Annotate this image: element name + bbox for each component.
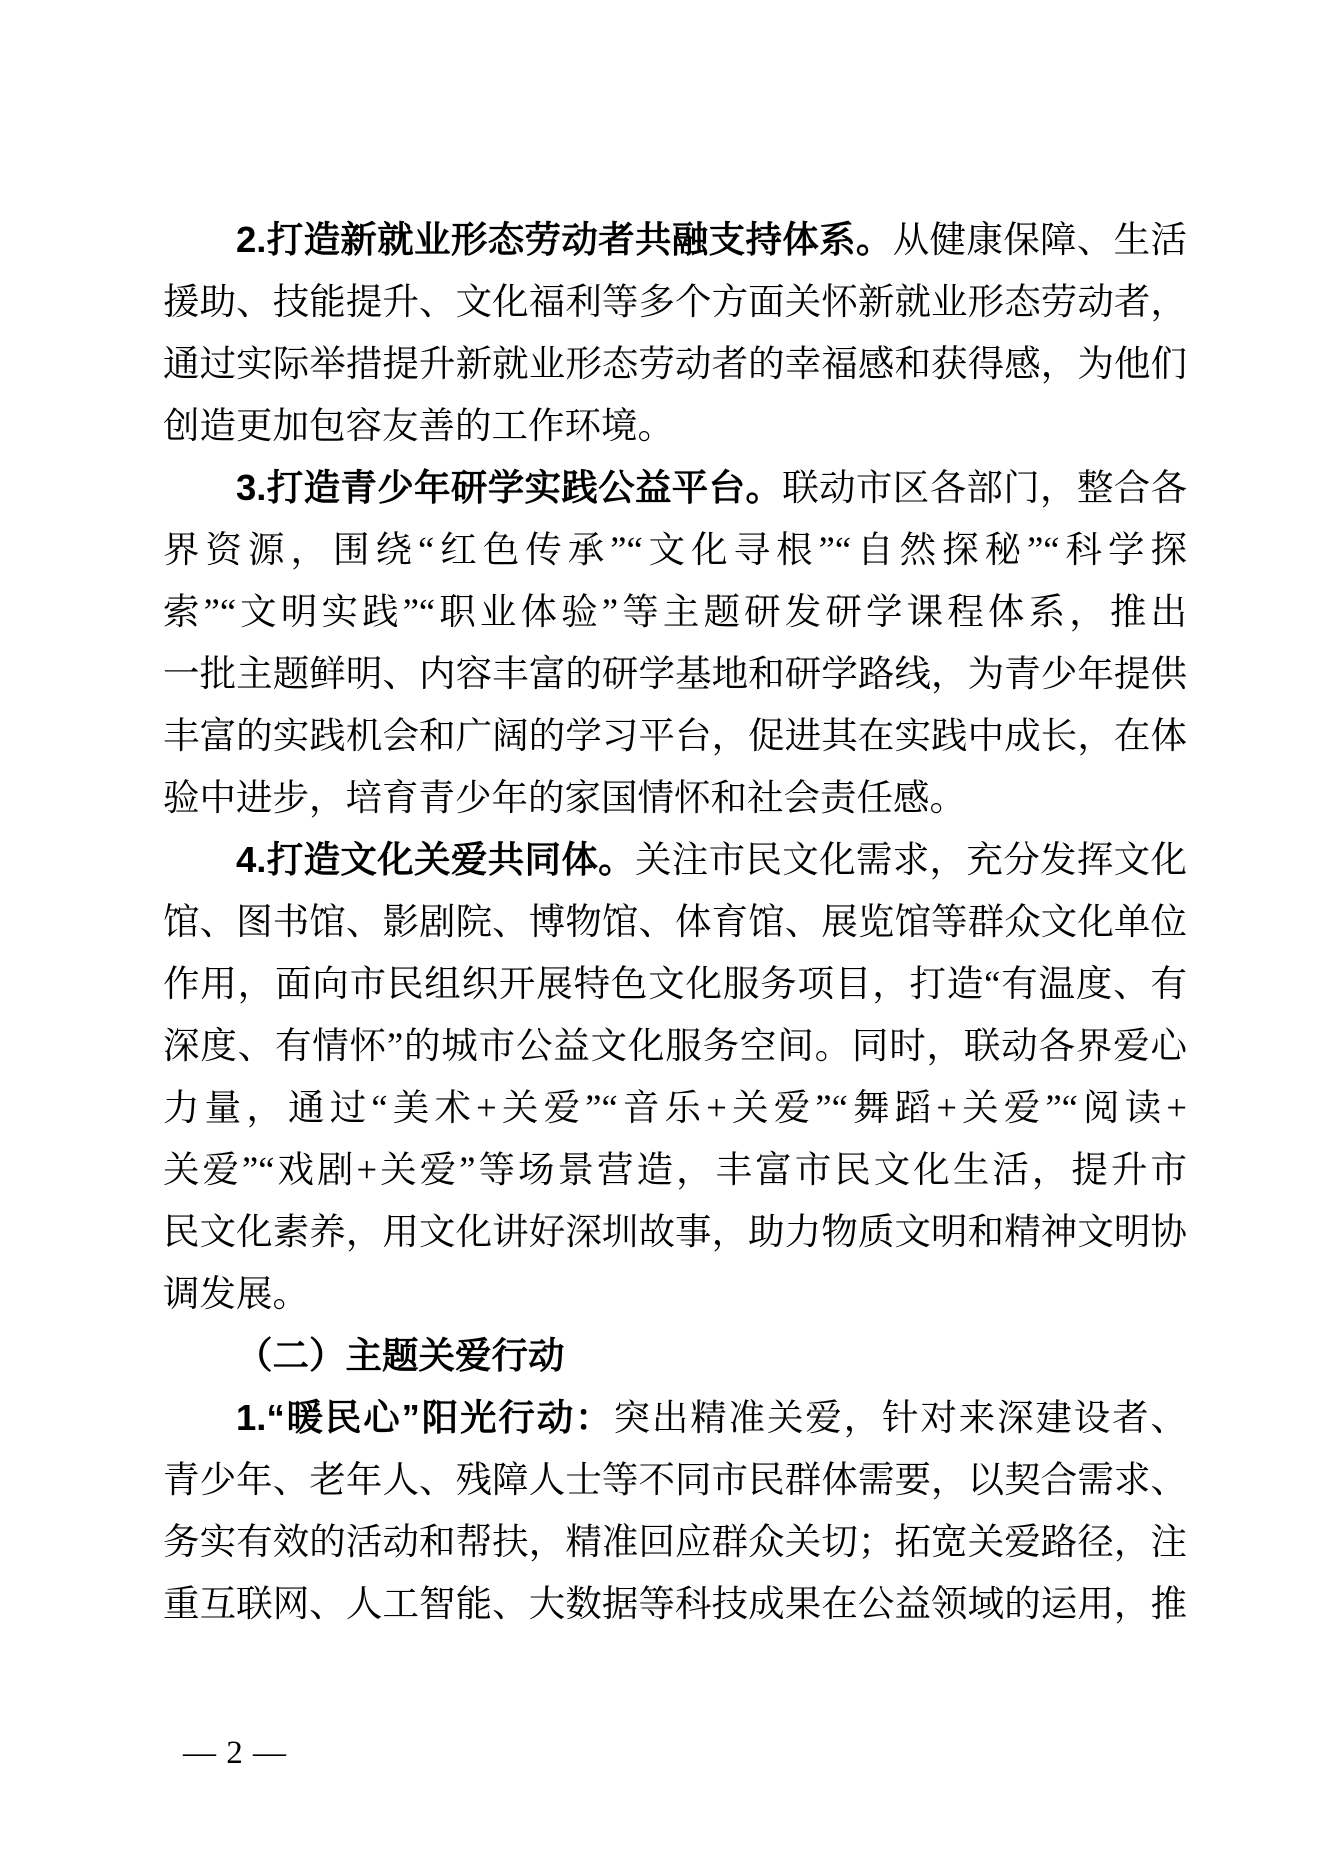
text-line [163, 829, 1187, 891]
body-run: 青少年、老年人、残障人士等不同市民群体需要，以契合需求、 [163, 1459, 1187, 1500]
text-line [163, 953, 1187, 1015]
text-line [163, 209, 1187, 271]
body-run: 创造更加包容友善的工作环境。 [163, 405, 674, 446]
heading-run: 1.“暖民心”阳光行动： [236, 1397, 614, 1438]
page-number: — 2 — [183, 1735, 287, 1771]
text-line [163, 457, 1187, 519]
heading-run: 2.打造新就业形态劳动者共融支持体系。 [236, 219, 893, 260]
body-run: 丰富的实践机会和广阔的学习平台，促进其在实践中成长，在体 [163, 715, 1187, 756]
body-run: 界资源，围绕“红色传承”“文化寻根”“自然探秘”“科学探 [163, 529, 1187, 570]
text-line [163, 1015, 1187, 1077]
body-run: 力量，通过“美术+关爱”“音乐+关爱”“舞蹈+关爱”“阅读+ [163, 1087, 1187, 1128]
body-run: 一批主题鲜明、内容丰富的研学基地和研学路线，为青少年提供 [163, 653, 1187, 694]
text-line [163, 1449, 1187, 1511]
text-line [163, 1511, 1187, 1573]
text-line [163, 519, 1187, 581]
text-line [163, 1139, 1187, 1201]
text-line [163, 1201, 1187, 1263]
body-run: 从健康保障、生活 [892, 219, 1187, 260]
body-run: 馆、图书馆、影剧院、博物馆、体育馆、展览馆等群众文化单位 [163, 901, 1187, 942]
document-body [163, 209, 1187, 1635]
text-line [163, 705, 1187, 767]
body-run: 联动市区各部门，整合各 [782, 467, 1187, 508]
heading-run: 3.打造青少年研学实践公益平台。 [236, 467, 783, 508]
body-run: 关爱”“戏剧+关爱”等场景营造，丰富市民文化生活，提升市 [163, 1149, 1187, 1190]
body-run: 重互联网、人工智能、大数据等科技成果在公益领域的运用，推 [163, 1583, 1187, 1624]
body-run: 援助、技能提升、文化福利等多个方面关怀新就业形态劳动者， [163, 281, 1187, 322]
body-run: 民文化素养，用文化讲好深圳故事，助力物质文明和精神文明协 [163, 1211, 1187, 1252]
heading-run: （二）主题关爱行动 [236, 1335, 565, 1376]
body-run: 务实有效的活动和帮扶，精准回应群众关切；拓宽关爱路径，注 [163, 1521, 1187, 1562]
text-line [163, 271, 1187, 333]
body-run: 通过实际举措提升新就业形态劳动者的幸福感和获得感，为他们 [163, 343, 1187, 384]
heading-run: 4.打造文化关爱共同体。 [236, 839, 635, 880]
text-line [163, 333, 1187, 395]
text-line [163, 1325, 1187, 1387]
body-run: 调发展。 [163, 1273, 309, 1314]
text-line [163, 581, 1187, 643]
text-line [163, 1573, 1187, 1635]
text-line [163, 1077, 1187, 1139]
body-run: 验中进步，培育青少年的家国情怀和社会责任感。 [163, 777, 966, 818]
body-run: 突出精准关爱，针对来深建设者、 [613, 1397, 1188, 1438]
text-line [163, 767, 1187, 829]
body-run: 深度、有情怀”的城市公益文化服务空间。同时，联动各界爱心 [163, 1025, 1187, 1066]
body-run: 关注市民文化需求，充分发挥文化 [634, 839, 1187, 880]
body-run: 索”“文明实践”“职业体验”等主题研发研学课程体系，推出 [163, 591, 1187, 632]
text-line [163, 395, 1187, 457]
text-line [163, 891, 1187, 953]
text-line [163, 643, 1187, 705]
text-line [163, 1387, 1187, 1449]
text-line [163, 1263, 1187, 1325]
body-run: 作用，面向市民组织开展特色文化服务项目，打造“有温度、有 [163, 963, 1187, 1004]
